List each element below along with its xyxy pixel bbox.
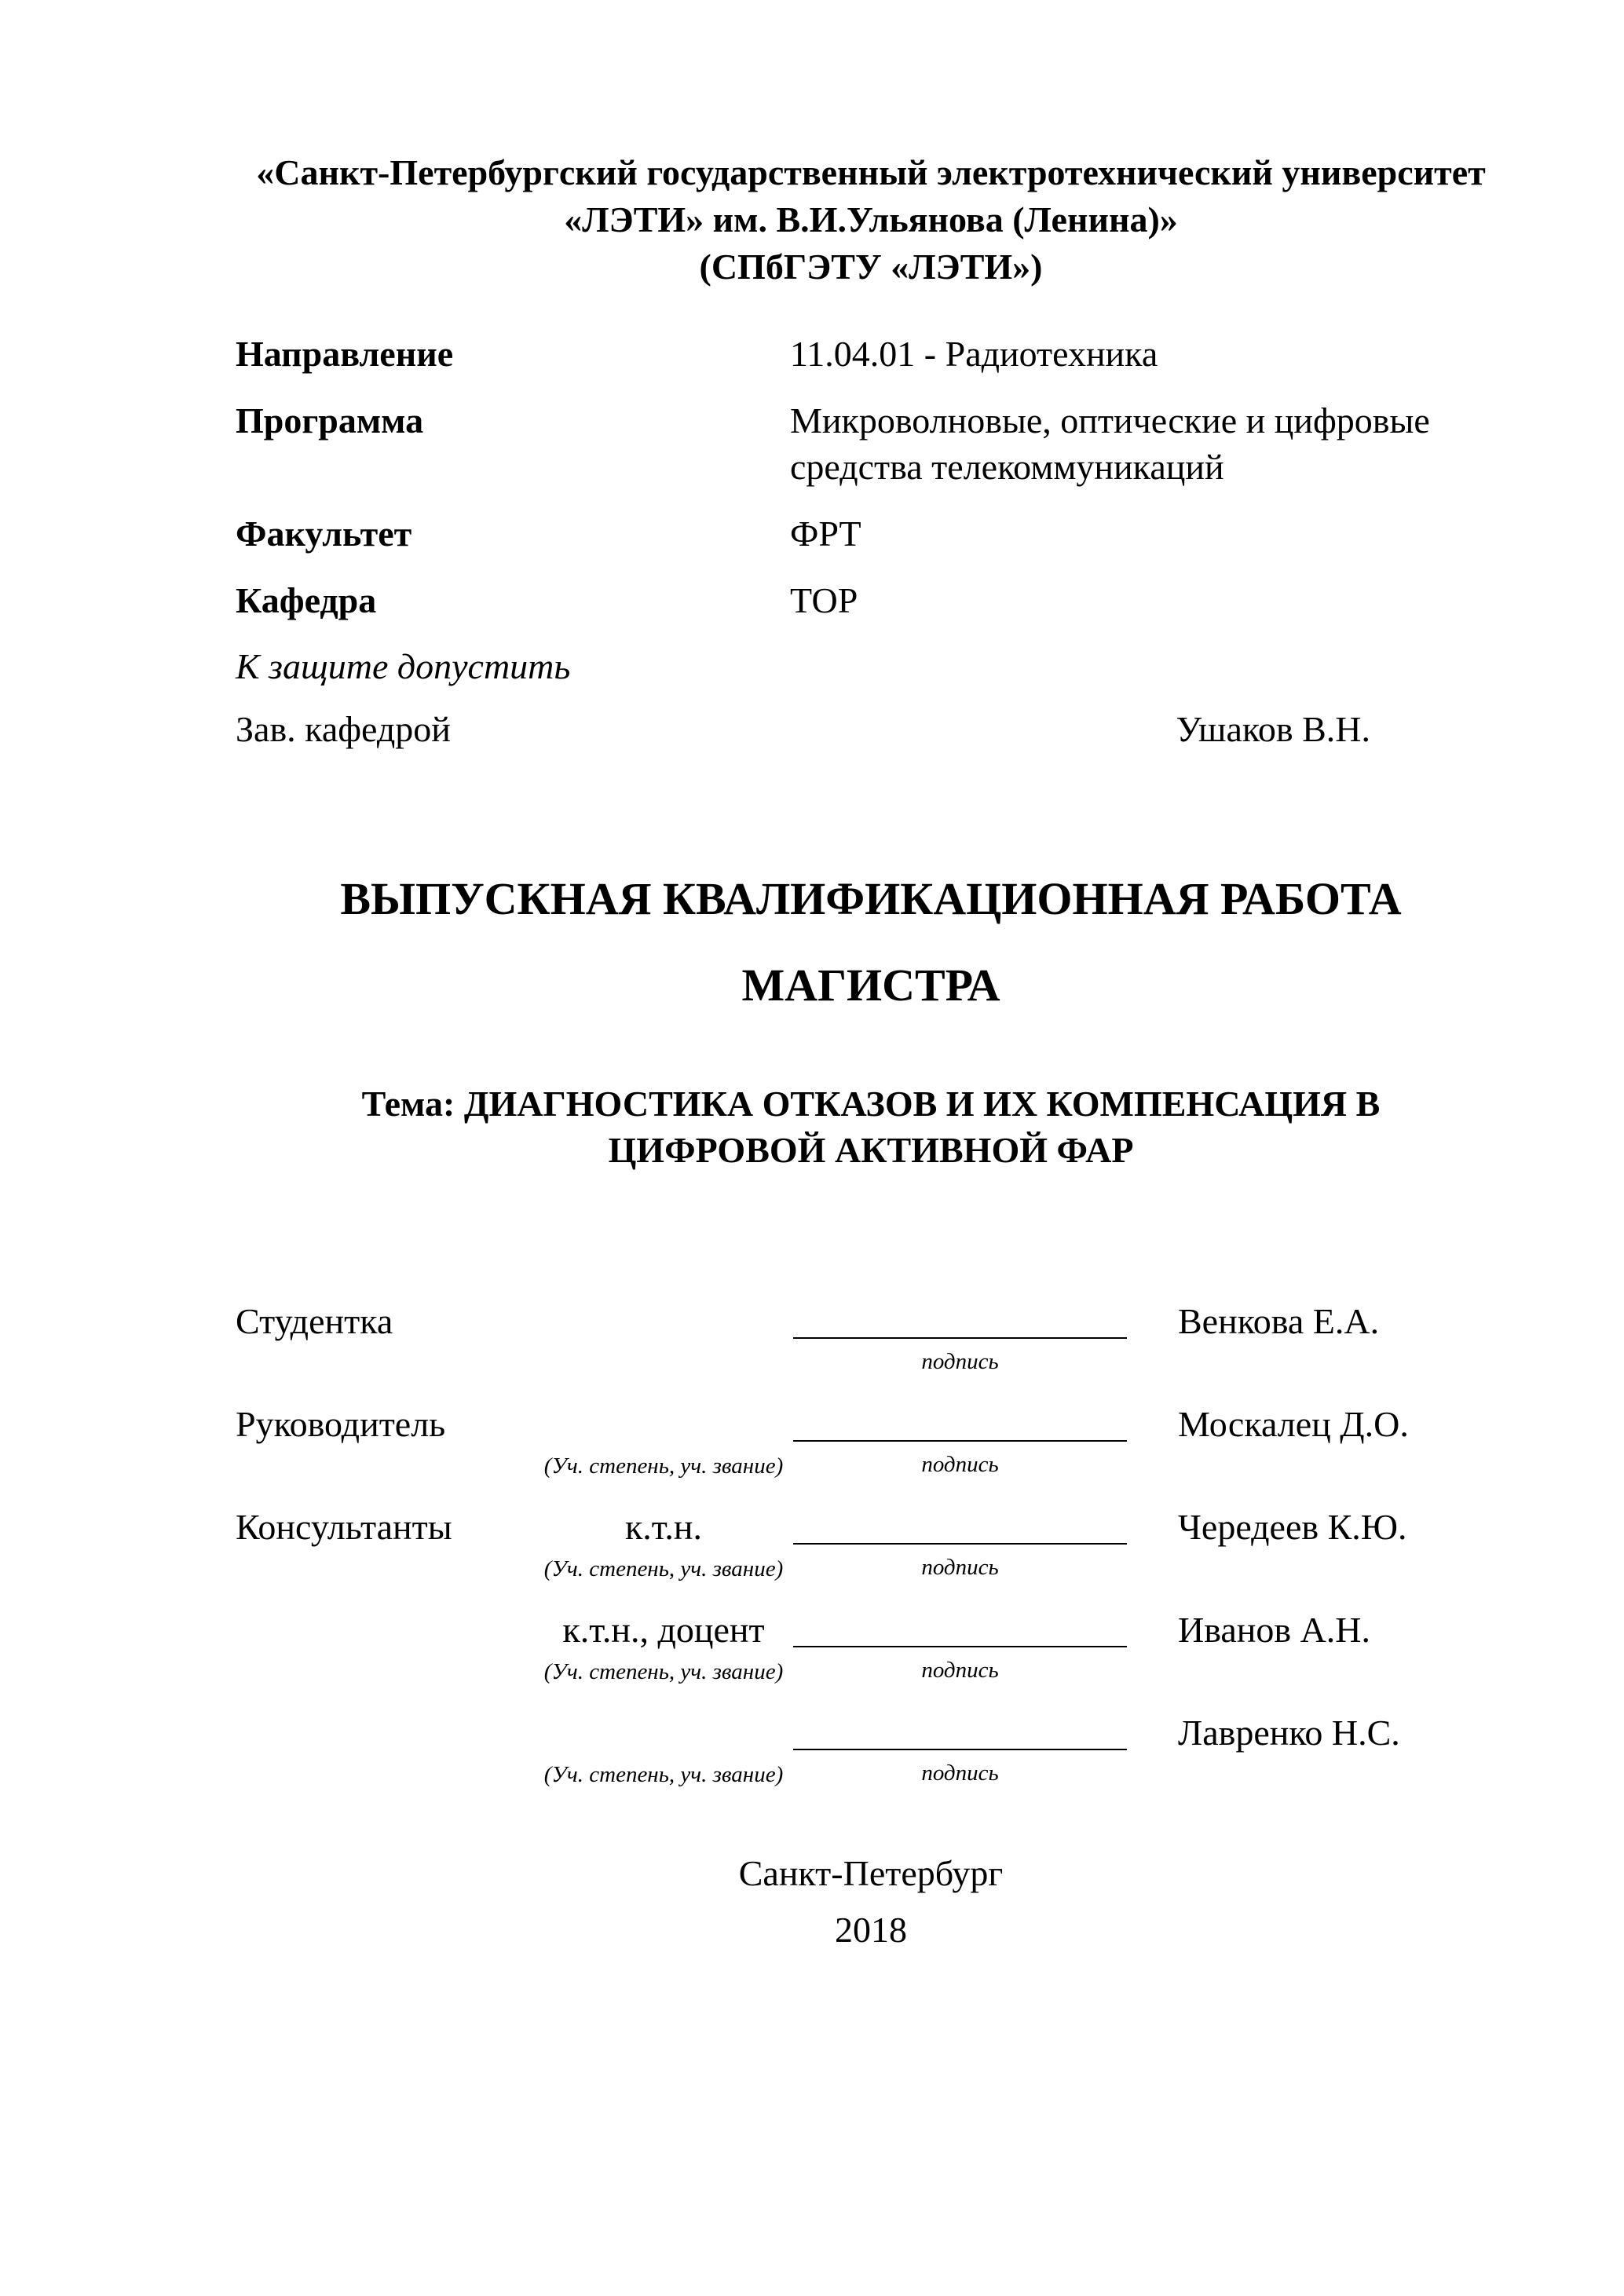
- department-value: ТОР: [790, 579, 858, 620]
- document-content: [236, 149, 1506, 1954]
- consultant2-signature-field: [793, 1646, 1127, 1683]
- consultants-role-label: Консультанты: [236, 1506, 452, 1547]
- signature-row-student: [236, 1299, 1506, 1374]
- admission-statement: К защите допустить: [236, 646, 571, 687]
- signature-caption: подпись: [921, 1451, 999, 1477]
- university-header-line3: (СПбГЭТУ «ЛЭТИ»): [699, 247, 1043, 287]
- signatures-block: [236, 1299, 1506, 1787]
- admission-block: [236, 644, 1506, 753]
- student-role-label: Студентка: [236, 1301, 393, 1342]
- info-row-program: [236, 398, 1506, 491]
- signature-row-consultant-2: [236, 1607, 1506, 1684]
- faculty-label: Факультет: [236, 513, 412, 554]
- signature-row-consultant-3: [236, 1710, 1506, 1787]
- thesis-title-line1: ВЫПУСКНАЯ КВАЛИФИКАЦИОННАЯ РАБОТА: [340, 873, 1402, 925]
- supervisor-name: Москалец Д.О.: [1178, 1404, 1409, 1444]
- consultant1-degree-cell: [534, 1504, 793, 1581]
- thesis-topic: [236, 1080, 1506, 1173]
- signature-caption: подпись: [921, 1657, 999, 1683]
- signature-row-supervisor: [236, 1402, 1506, 1479]
- consultant1-name: Чередеев К.Ю.: [1178, 1506, 1407, 1547]
- degree-caption: (Уч. степень, уч. звание): [543, 1761, 784, 1787]
- footer-city: Санкт-Петербург: [738, 1852, 1004, 1893]
- degree-caption: (Уч. степень, уч. звание): [543, 1453, 784, 1479]
- department-head-name: Ушаков В.Н.: [1176, 709, 1370, 750]
- consultant2-name: Иванов А.Н.: [1178, 1609, 1371, 1650]
- supervisor-signature-field: [793, 1440, 1127, 1477]
- thesis-title: [236, 871, 1506, 1014]
- degree-caption: (Уч. степень, уч. звание): [543, 1658, 784, 1684]
- direction-label: Направление: [236, 334, 454, 374]
- signature-caption: подпись: [921, 1349, 999, 1374]
- consultant3-name: Лавренко Н.С.: [1178, 1712, 1400, 1753]
- department-head-label: Зав. кафедрой: [236, 709, 451, 750]
- thesis-topic-line1: Тема: ДИАГНОСТИКА ОТКАЗОВ И ИХ КОМПЕНСАЦИЯ В: [361, 1084, 1381, 1124]
- program-label: Программа: [236, 400, 424, 441]
- program-value: Микроволновые, оптические и цифровые средства телекоммуникаций: [790, 400, 1430, 487]
- consultant3-signature-field: [793, 1749, 1127, 1786]
- signature-caption: подпись: [921, 1760, 999, 1786]
- signature-line: [793, 1337, 1127, 1339]
- info-row-faculty: [236, 511, 1506, 558]
- signature-line: [793, 1646, 1127, 1647]
- department-label: Кафедра: [236, 579, 377, 620]
- faculty-value: ФРТ: [790, 513, 861, 554]
- degree-caption: (Уч. степень, уч. звание): [543, 1556, 784, 1581]
- degree-text: к.т.н., доцент: [562, 1609, 765, 1650]
- university-header: [236, 149, 1506, 291]
- consultant2-degree-cell: [534, 1607, 793, 1684]
- university-header-line1: «Санкт-Петербургский государственный электротехнический университет: [256, 152, 1486, 192]
- footer-year: 2018: [835, 1910, 907, 1951]
- thesis-title-line2: МАГИСТРА: [741, 960, 1000, 1011]
- info-row-department: [236, 578, 1506, 624]
- document-footer: [236, 1851, 1506, 1954]
- direction-value: 11.04.01 - Радиотехника: [790, 334, 1158, 374]
- info-row-direction: [236, 331, 1506, 378]
- student-signature-field: [793, 1337, 1127, 1374]
- thesis-topic-line2: ЦИФРОВОЙ АКТИВНОЙ ФАР: [608, 1130, 1134, 1171]
- university-header-line2: «ЛЭТИ» им. В.И.Ульянова (Ленина)»: [564, 199, 1178, 239]
- program-info-table: [236, 331, 1506, 623]
- supervisor-role-label: Руководитель: [236, 1404, 446, 1444]
- signature-line: [793, 1749, 1127, 1750]
- admission-row: [236, 707, 1506, 753]
- degree-text: к.т.н.: [624, 1506, 703, 1547]
- signature-line: [793, 1543, 1127, 1545]
- student-name: Венкова Е.А.: [1178, 1301, 1380, 1342]
- signature-line: [793, 1440, 1127, 1442]
- signature-caption: подпись: [921, 1554, 999, 1580]
- consultant1-signature-field: [793, 1543, 1127, 1580]
- signature-row-consultant-1: [236, 1504, 1506, 1581]
